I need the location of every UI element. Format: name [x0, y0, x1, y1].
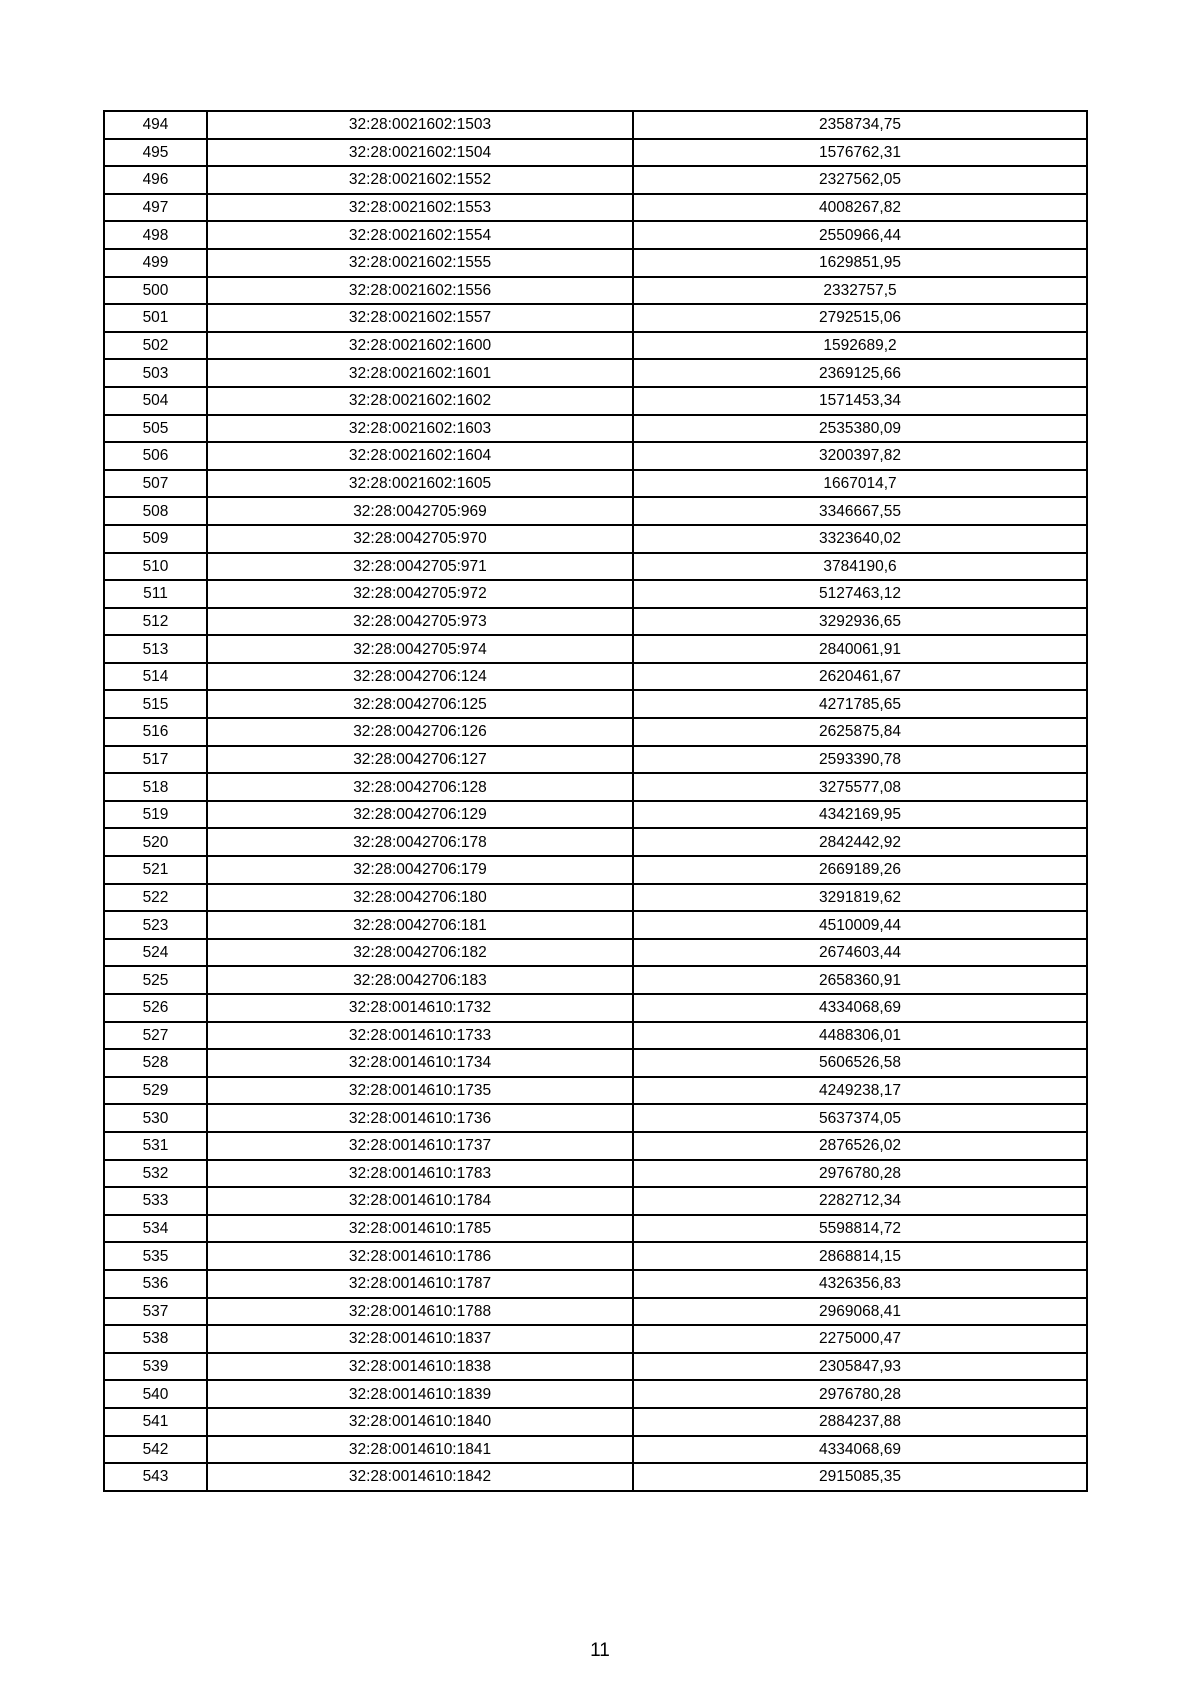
- cadastral-value-cell: 3346667,55: [633, 497, 1087, 525]
- cadastral-value-cell: 2658360,91: [633, 966, 1087, 994]
- cadastral-value-cell: 2915085,35: [633, 1463, 1087, 1491]
- cadastral-number-cell: 32:28:0014610:1735: [207, 1077, 633, 1105]
- cadastral-value-cell: 2669189,26: [633, 856, 1087, 884]
- table-row: [104, 194, 1087, 222]
- cadastral-number-cell: 32:28:0021602:1554: [207, 221, 633, 249]
- row-number-cell: 518: [104, 773, 207, 801]
- cadastral-value-cell: 2842442,92: [633, 828, 1087, 856]
- row-number-cell: 528: [104, 1049, 207, 1077]
- cadastral-number-cell: 32:28:0014610:1837: [207, 1325, 633, 1353]
- table-row: [104, 1436, 1087, 1464]
- row-number-cell: 497: [104, 194, 207, 222]
- cadastral-value-cell: 4326356,83: [633, 1270, 1087, 1298]
- row-number-cell: 517: [104, 746, 207, 774]
- cadastral-value-cell: 3323640,02: [633, 525, 1087, 553]
- cadastral-value-cell: 1629851,95: [633, 249, 1087, 277]
- cadastral-value-cell: 3784190,6: [633, 553, 1087, 581]
- cadastral-value-cell: 2305847,93: [633, 1353, 1087, 1381]
- cadastral-number-cell: 32:28:0042705:972: [207, 580, 633, 608]
- cadastral-number-cell: 32:28:0042706:183: [207, 966, 633, 994]
- cadastral-number-cell: 32:28:0021602:1605: [207, 470, 633, 498]
- cadastral-number-cell: 32:28:0021602:1603: [207, 415, 633, 443]
- table-row: [104, 139, 1087, 167]
- cadastral-value-cell: 3275577,08: [633, 773, 1087, 801]
- row-number-cell: 501: [104, 304, 207, 332]
- row-number-cell: 498: [104, 221, 207, 249]
- row-number-cell: 521: [104, 856, 207, 884]
- table-row: [104, 553, 1087, 581]
- table-row: [104, 1380, 1087, 1408]
- table-row: [104, 828, 1087, 856]
- row-number-cell: 534: [104, 1215, 207, 1243]
- cadastral-value-cell: 2876526,02: [633, 1132, 1087, 1160]
- table-row: [104, 690, 1087, 718]
- cadastral-number-cell: 32:28:0042706:182: [207, 939, 633, 967]
- cadastral-number-cell: 32:28:0021602:1555: [207, 249, 633, 277]
- row-number-cell: 513: [104, 635, 207, 663]
- table-row: [104, 470, 1087, 498]
- cadastral-value-cell: 2358734,75: [633, 111, 1087, 139]
- cadastral-number-cell: 32:28:0021602:1503: [207, 111, 633, 139]
- row-number-cell: 526: [104, 994, 207, 1022]
- table-row: [104, 442, 1087, 470]
- cadastral-value-cell: 4510009,44: [633, 911, 1087, 939]
- cadastral-number-cell: 32:28:0014610:1786: [207, 1242, 633, 1270]
- row-number-cell: 525: [104, 966, 207, 994]
- cadastral-number-cell: 32:28:0042705:971: [207, 553, 633, 581]
- cadastral-value-cell: 2327562,05: [633, 166, 1087, 194]
- cadastral-value-cell: 2674603,44: [633, 939, 1087, 967]
- cadastral-number-cell: 32:28:0042706:178: [207, 828, 633, 856]
- row-number-cell: 512: [104, 608, 207, 636]
- cadastral-value-cell: 1571453,34: [633, 387, 1087, 415]
- cadastral-value-cell: 1592689,2: [633, 332, 1087, 360]
- table-row: [104, 1270, 1087, 1298]
- cadastral-value-cell: 2868814,15: [633, 1242, 1087, 1270]
- row-number-cell: 536: [104, 1270, 207, 1298]
- cadastral-value-cell: 2625875,84: [633, 718, 1087, 746]
- cadastral-number-cell: 32:28:0021602:1553: [207, 194, 633, 222]
- row-number-cell: 507: [104, 470, 207, 498]
- row-number-cell: 495: [104, 139, 207, 167]
- cadastral-number-cell: 32:28:0042706:127: [207, 746, 633, 774]
- table-row: [104, 1022, 1087, 1050]
- table-row: [104, 1463, 1087, 1491]
- table-row: [104, 663, 1087, 691]
- cadastral-value-cell: 5127463,12: [633, 580, 1087, 608]
- row-number-cell: 494: [104, 111, 207, 139]
- row-number-cell: 535: [104, 1242, 207, 1270]
- row-number-cell: 540: [104, 1380, 207, 1408]
- cadastral-value-cell: 3292936,65: [633, 608, 1087, 636]
- row-number-cell: 505: [104, 415, 207, 443]
- cadastral-number-cell: 32:28:0042705:969: [207, 497, 633, 525]
- cadastral-number-cell: 32:28:0014610:1737: [207, 1132, 633, 1160]
- table-row: [104, 304, 1087, 332]
- table-row: [104, 221, 1087, 249]
- cadastral-value-cell: 2369125,66: [633, 359, 1087, 387]
- cadastral-number-cell: 32:28:0042706:180: [207, 884, 633, 912]
- cadastral-number-cell: 32:28:0014610:1783: [207, 1160, 633, 1188]
- cadastral-number-cell: 32:28:0014610:1733: [207, 1022, 633, 1050]
- row-number-cell: 511: [104, 580, 207, 608]
- cadastral-number-cell: 32:28:0042705:970: [207, 525, 633, 553]
- cadastral-value-cell: 2969068,41: [633, 1298, 1087, 1326]
- cadastral-value-cell: 4342169,95: [633, 801, 1087, 829]
- cadastral-number-cell: 32:28:0014610:1838: [207, 1353, 633, 1381]
- row-number-cell: 510: [104, 553, 207, 581]
- cadastral-number-cell: 32:28:0042706:125: [207, 690, 633, 718]
- row-number-cell: 522: [104, 884, 207, 912]
- cadastral-value-cell: 4334068,69: [633, 994, 1087, 1022]
- cadastral-number-cell: 32:28:0042705:974: [207, 635, 633, 663]
- row-number-cell: 527: [104, 1022, 207, 1050]
- cadastral-number-cell: 32:28:0042706:181: [207, 911, 633, 939]
- cadastral-number-cell: 32:28:0014610:1788: [207, 1298, 633, 1326]
- row-number-cell: 515: [104, 690, 207, 718]
- cadastral-number-cell: 32:28:0014610:1842: [207, 1463, 633, 1491]
- table-row: [104, 801, 1087, 829]
- cadastral-value-table: [103, 110, 1088, 1492]
- cadastral-value-cell: 2620461,67: [633, 663, 1087, 691]
- cadastral-number-cell: 32:28:0021602:1504: [207, 139, 633, 167]
- row-number-cell: 500: [104, 277, 207, 305]
- cadastral-number-cell: 32:28:0021602:1552: [207, 166, 633, 194]
- cadastral-number-cell: 32:28:0014610:1784: [207, 1187, 633, 1215]
- cadastral-value-cell: 4008267,82: [633, 194, 1087, 222]
- row-number-cell: 519: [104, 801, 207, 829]
- cadastral-number-cell: 32:28:0021602:1601: [207, 359, 633, 387]
- cadastral-value-cell: 4249238,17: [633, 1077, 1087, 1105]
- cadastral-number-cell: 32:28:0042706:128: [207, 773, 633, 801]
- row-number-cell: 509: [104, 525, 207, 553]
- table-row: [104, 746, 1087, 774]
- table-row: [104, 994, 1087, 1022]
- cadastral-value-cell: 2792515,06: [633, 304, 1087, 332]
- row-number-cell: 541: [104, 1408, 207, 1436]
- row-number-cell: 524: [104, 939, 207, 967]
- cadastral-number-cell: 32:28:0042706:129: [207, 801, 633, 829]
- row-number-cell: 538: [104, 1325, 207, 1353]
- row-number-cell: 516: [104, 718, 207, 746]
- table-row: [104, 277, 1087, 305]
- cadastral-number-cell: 32:28:0014610:1736: [207, 1104, 633, 1132]
- row-number-cell: 532: [104, 1160, 207, 1188]
- row-number-cell: 499: [104, 249, 207, 277]
- row-number-cell: 506: [104, 442, 207, 470]
- row-number-cell: 496: [104, 166, 207, 194]
- cadastral-number-cell: 32:28:0042706:124: [207, 663, 633, 691]
- table-row: [104, 911, 1087, 939]
- cadastral-value-cell: 2550966,44: [633, 221, 1087, 249]
- row-number-cell: 529: [104, 1077, 207, 1105]
- table-row: [104, 1353, 1087, 1381]
- table-row: [104, 1325, 1087, 1353]
- cadastral-number-cell: 32:28:0021602:1600: [207, 332, 633, 360]
- cadastral-number-cell: 32:28:0014610:1841: [207, 1436, 633, 1464]
- table-row: [104, 580, 1087, 608]
- table-row: [104, 608, 1087, 636]
- cadastral-value-cell: 2593390,78: [633, 746, 1087, 774]
- cadastral-number-cell: 32:28:0042705:973: [207, 608, 633, 636]
- cadastral-number-cell: 32:28:0042706:126: [207, 718, 633, 746]
- table-row: [104, 332, 1087, 360]
- cadastral-number-cell: 32:28:0021602:1557: [207, 304, 633, 332]
- table-row: [104, 1187, 1087, 1215]
- cadastral-value-cell: 2884237,88: [633, 1408, 1087, 1436]
- cadastral-value-cell: 5637374,05: [633, 1104, 1087, 1132]
- table-container: [103, 110, 1086, 1492]
- row-number-cell: 533: [104, 1187, 207, 1215]
- cadastral-number-cell: 32:28:0014610:1734: [207, 1049, 633, 1077]
- table-row: [104, 718, 1087, 746]
- table-row: [104, 1077, 1087, 1105]
- row-number-cell: 539: [104, 1353, 207, 1381]
- cadastral-value-cell: 3291819,62: [633, 884, 1087, 912]
- table-row: [104, 635, 1087, 663]
- cadastral-value-cell: 2976780,28: [633, 1380, 1087, 1408]
- table-row: [104, 111, 1087, 139]
- table-row: [104, 497, 1087, 525]
- cadastral-value-cell: 2332757,5: [633, 277, 1087, 305]
- table-row: [104, 773, 1087, 801]
- cadastral-number-cell: 32:28:0021602:1602: [207, 387, 633, 415]
- row-number-cell: 520: [104, 828, 207, 856]
- cadastral-number-cell: 32:28:0021602:1556: [207, 277, 633, 305]
- cadastral-value-cell: 2535380,09: [633, 415, 1087, 443]
- table-row: [104, 525, 1087, 553]
- table-row: [104, 359, 1087, 387]
- row-number-cell: 542: [104, 1436, 207, 1464]
- table-body: [104, 111, 1087, 1491]
- row-number-cell: 543: [104, 1463, 207, 1491]
- table-row: [104, 1132, 1087, 1160]
- row-number-cell: 537: [104, 1298, 207, 1326]
- row-number-cell: 531: [104, 1132, 207, 1160]
- table-row: [104, 966, 1087, 994]
- table-row: [104, 884, 1087, 912]
- cadastral-value-cell: 2840061,91: [633, 635, 1087, 663]
- cadastral-number-cell: 32:28:0014610:1732: [207, 994, 633, 1022]
- row-number-cell: 502: [104, 332, 207, 360]
- cadastral-value-cell: 4488306,01: [633, 1022, 1087, 1050]
- cadastral-number-cell: 32:28:0014610:1785: [207, 1215, 633, 1243]
- table-row: [104, 1104, 1087, 1132]
- cadastral-number-cell: 32:28:0014610:1839: [207, 1380, 633, 1408]
- cadastral-value-cell: 1667014,7: [633, 470, 1087, 498]
- cadastral-value-cell: 2275000,47: [633, 1325, 1087, 1353]
- table-row: [104, 1215, 1087, 1243]
- cadastral-value-cell: 1576762,31: [633, 139, 1087, 167]
- table-row: [104, 1242, 1087, 1270]
- cadastral-number-cell: 32:28:0014610:1787: [207, 1270, 633, 1298]
- table-row: [104, 166, 1087, 194]
- table-row: [104, 1160, 1087, 1188]
- cadastral-number-cell: 32:28:0014610:1840: [207, 1408, 633, 1436]
- cadastral-value-cell: 3200397,82: [633, 442, 1087, 470]
- table-row: [104, 249, 1087, 277]
- cadastral-number-cell: 32:28:0021602:1604: [207, 442, 633, 470]
- table-row: [104, 939, 1087, 967]
- table-row: [104, 1049, 1087, 1077]
- row-number-cell: 504: [104, 387, 207, 415]
- cadastral-value-cell: 4334068,69: [633, 1436, 1087, 1464]
- page-number: 11: [590, 1640, 610, 1661]
- row-number-cell: 530: [104, 1104, 207, 1132]
- row-number-cell: 514: [104, 663, 207, 691]
- table-row: [104, 415, 1087, 443]
- row-number-cell: 503: [104, 359, 207, 387]
- table-row: [104, 1408, 1087, 1436]
- cadastral-value-cell: 2282712,34: [633, 1187, 1087, 1215]
- cadastral-value-cell: 5598814,72: [633, 1215, 1087, 1243]
- table-row: [104, 856, 1087, 884]
- cadastral-value-cell: 2976780,28: [633, 1160, 1087, 1188]
- cadastral-number-cell: 32:28:0042706:179: [207, 856, 633, 884]
- cadastral-value-cell: 5606526,58: [633, 1049, 1087, 1077]
- table-row: [104, 387, 1087, 415]
- cadastral-value-cell: 4271785,65: [633, 690, 1087, 718]
- table-row: [104, 1298, 1087, 1326]
- row-number-cell: 523: [104, 911, 207, 939]
- row-number-cell: 508: [104, 497, 207, 525]
